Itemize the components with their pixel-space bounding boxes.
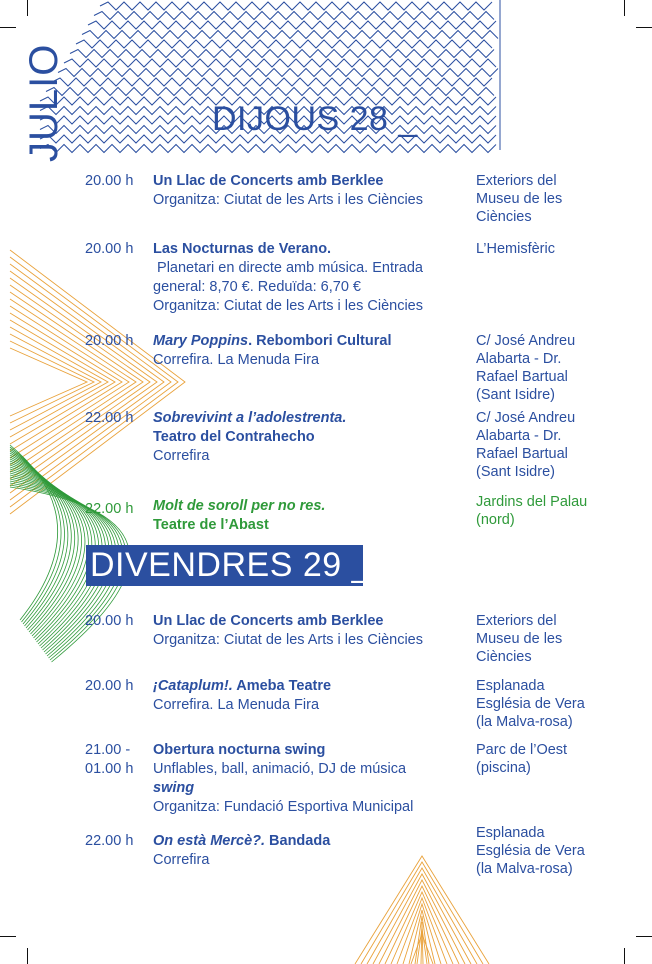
event-title-rest: Bandada — [265, 833, 331, 849]
event-info — [153, 612, 465, 650]
crop-mark — [624, 0, 625, 16]
chevron-line — [10, 306, 129, 458]
event-info — [153, 240, 465, 316]
event-title — [153, 332, 465, 351]
crop-mark — [0, 27, 16, 28]
chevron-line — [10, 264, 171, 500]
event-venue: Parc de l’Oest (piscina) — [476, 742, 568, 776]
event-title: Las Nocturnas de Verano. — [153, 241, 332, 257]
event-time-end: 01.00 h — [85, 761, 134, 777]
chevron-line — [10, 299, 136, 465]
event-company: Teatre de l’Abast — [153, 517, 269, 533]
event-time — [85, 741, 145, 779]
zigzag-line — [70, 50, 494, 58]
event-info — [153, 409, 465, 466]
event-time: 20.00 h — [85, 173, 134, 189]
event-title: Un Llac de Concerts amb Berklee — [153, 613, 384, 629]
event-organizer: Organitza: Ciutat de les Arts i les Ciències — [153, 298, 423, 314]
event-venue: L’Hemisfèric — [476, 241, 555, 257]
event-info — [153, 497, 465, 535]
event-organizer: Organitza: Ciutat de les Arts i les Ciències — [153, 632, 423, 648]
event-organizer: Correfira — [153, 852, 210, 868]
event-venue: Esplanada Església de Vera (la Malva-rosa) — [476, 678, 585, 730]
event-title-italic: ¡Cataplum!. — [153, 678, 233, 694]
zigzag-line — [76, 40, 492, 48]
event-venue: C/ José Andreu Alabarta - Dr. Rafael Bartual (Sant Isidre) — [476, 333, 576, 403]
event-venue: Exteriors del Museu de les Ciències — [476, 173, 563, 225]
zigzag-line — [40, 145, 496, 153]
event-time: 22.00 h — [85, 410, 134, 426]
orange-triangle-pattern — [355, 856, 489, 964]
event-info — [153, 332, 465, 370]
event-organizer: Correfira — [153, 448, 210, 464]
event-info — [153, 172, 465, 210]
zigzag-line — [52, 78, 492, 86]
event-info — [153, 832, 465, 870]
event-info — [153, 677, 465, 715]
event-time: 20.00 h — [85, 678, 134, 694]
zigzag-line — [46, 88, 494, 96]
zigzag-line — [82, 31, 498, 39]
event-time-start: 21.00 - — [85, 742, 131, 758]
event-venue: Esplanada Església de Vera (la Malva-rosa) — [476, 825, 585, 877]
crop-mark — [636, 27, 652, 28]
zigzag-line — [100, 2, 492, 10]
crop-mark — [624, 948, 625, 964]
day-heading-thursday: DIJOUS 28 _ — [212, 100, 418, 138]
crop-mark — [27, 948, 28, 964]
zigzag-line — [58, 69, 498, 77]
event-time: 22.00 h — [85, 501, 134, 517]
event-title — [153, 677, 465, 696]
event-organizer: Organitza: Ciutat de les Arts i les Ciències — [153, 192, 423, 208]
event-title — [153, 497, 465, 516]
event-title-italic: On està Mercè?. — [153, 833, 266, 849]
event-title-rest: Ameba Teatre — [232, 678, 332, 694]
chevron-line — [10, 278, 157, 486]
event-title-italic: Molt de soroll per no res. — [153, 498, 326, 514]
event-time: 20.00 h — [85, 333, 134, 349]
zigzag-line — [64, 59, 496, 67]
event-organizer: Organitza: Fundació Esportiva Municipal — [153, 799, 414, 815]
zigzag-line — [88, 21, 496, 29]
zigzag-line — [94, 12, 494, 20]
triangle-line — [361, 862, 483, 964]
event-title: Un Llac de Concerts amb Berklee — [153, 173, 384, 189]
event-venue: Exteriors del Museu de les Ciències — [476, 613, 563, 665]
event-title — [153, 409, 465, 428]
crop-mark — [27, 0, 28, 16]
event-venue: Jardins del Palau (nord) — [476, 494, 588, 528]
event-company: Teatro del Contrahecho — [153, 429, 315, 445]
event-organizer: Correfira. La Menuda Fira — [153, 352, 320, 368]
event-title-rest: . Rebombori Cultural — [248, 333, 392, 349]
event-venue: C/ José Andreu Alabarta - Dr. Rafael Bartual (Sant Isidre) — [476, 410, 576, 480]
event-title — [153, 832, 465, 851]
event-organizer: Correfira. La Menuda Fira — [153, 697, 320, 713]
event-info — [153, 741, 465, 817]
crop-mark — [0, 936, 16, 937]
event-title-italic: Sobrevivint a l’adolestrenta. — [153, 410, 347, 426]
event-description: Unflables, ball, animació, DJ de música — [153, 761, 407, 777]
event-description-italic: swing — [153, 780, 195, 796]
event-title: Obertura nocturna swing — [153, 742, 326, 758]
event-title-italic: Mary Poppins — [153, 333, 249, 349]
event-description: Planetari en directe amb música. Entrada general: 8,70 €. Reduïda: 6,70 € — [153, 260, 428, 295]
day-heading-friday: DIVENDRES 29 _ — [86, 545, 363, 586]
event-time: 22.00 h — [85, 833, 134, 849]
event-time: 20.00 h — [85, 613, 134, 629]
crop-mark — [636, 936, 652, 937]
event-time: 20.00 h — [85, 241, 134, 257]
month-label: JULIO — [22, 43, 66, 162]
